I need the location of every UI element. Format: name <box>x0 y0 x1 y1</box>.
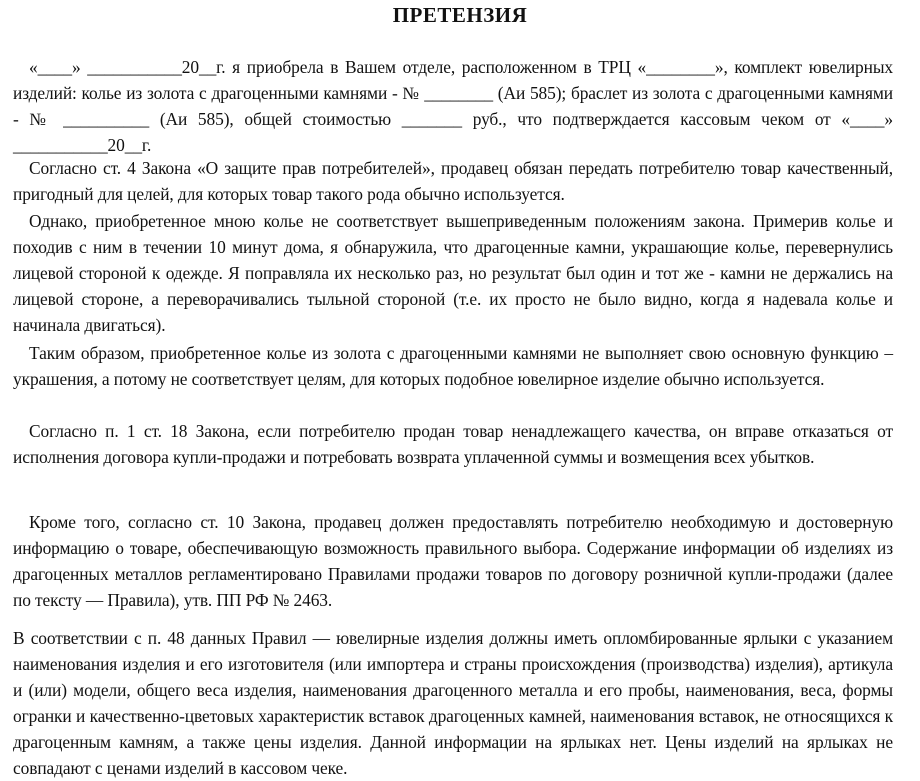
paragraph-law-article-10: Кроме того, согласно ст. 10 Закона, продавец должен предоставлять потребителю необходимую и достоверную информацию о товаре, обеспечивающую возможность правильного выбора. Содержание информации об изделиях из драгоценных металлов регламентировано Правилами продажи товаров по договору розничной купли-продажи (далее по тексту — Правила), утв. ПП РФ № 2463. <box>13 512 893 610</box>
paragraph-law-article-4: Согласно ст. 4 Закона «О защите прав потребителей», продавец обязан передать потребителю товар качественный, пригодный для целей, для которых товар такого рода обычно используется. <box>13 158 893 204</box>
paragraph-law-article-18: Согласно п. 1 ст. 18 Закона, если потребителю продан товар ненадлежащего качества, он вправе отказаться от исполнения договора купли-продажи и потребовать возврата уплаченной суммы и возмещения всех убытков. <box>13 421 893 467</box>
paragraph-purchase-details: «____» ___________20__г. я приобрела в Вашем отделе, расположенном в ТРЦ «________», комплект ювелирных изделий: колье из золота с драгоценными камнями - № ________ (Аи 585); браслет из золота с драгоценными камнями - № __________ (Аи 585), общей стоимостью _______ руб., что подтверждается кассовым чеком от «____» ___________20__г. <box>13 57 893 155</box>
document-title: ПРЕТЕНЗИЯ <box>392 3 528 27</box>
paragraph-defect-description: Однако, приобретенное мною колье не соответствует вышеприведенным положениям закона. Примерив колье и походив с ним в течении 10 минут дома, я обнаружила, что драгоценные камни, украшающие колье, перевернулись лицевой стороной к одежде. Я поправляла их несколько раз, но результат был один и тот же - камни не держались на лицевой стороне, а переворачивались тыльной стороной (т.е. их просто не было видно, когда я надевала колье и начинала двигаться). <box>13 211 893 335</box>
paragraph-rules-point-48: В соответствии с п. 48 данных Правил — ювелирные изделия должны иметь опломбированные ярлыки с указанием наименования изделия и его изготовителя (или импортера и страны происхождения (производства) изделия), артикула и (или) модели, общего веса изделия, наименования драгоценного металла и его пробы, наименования, веса, формы огранки и качественно-цветовых характеристик вставок драгоценных камней, наименования вставок, не относящихся к драгоценным камням, а также цены изделия. Данной информации на ярлыках нет. Цены изделий на ярлыках не совпадают с ценами изделий в кассовом чеке. <box>13 628 893 778</box>
paragraph-conclusion: Таким образом, приобретенное колье из золота с драгоценными камнями не выполняет свою основную функцию – украшения, а потому не соответствует целям, для которых подобное ювелирное изделие обычно используется. <box>13 343 893 389</box>
